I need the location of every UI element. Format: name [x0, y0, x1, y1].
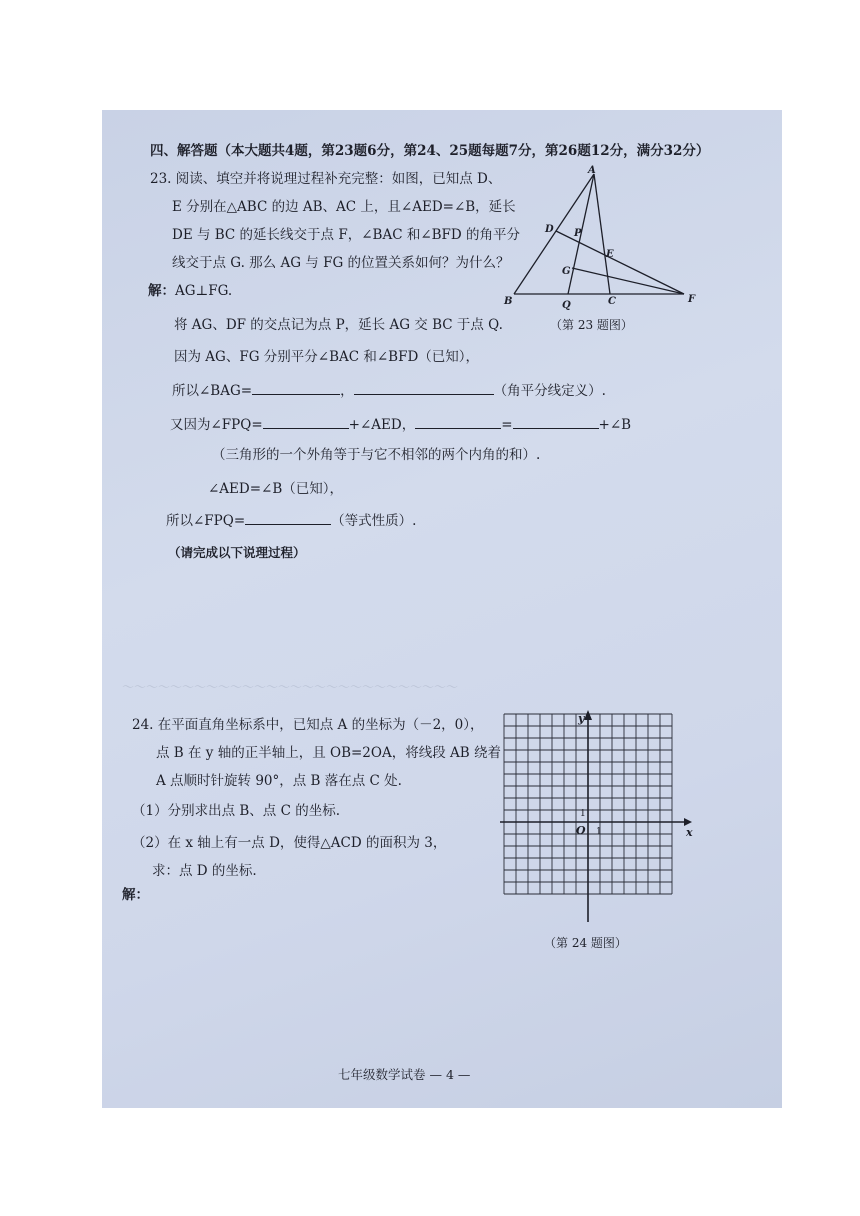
figure-23	[502, 162, 712, 332]
step7-reason: （等式性质）.	[331, 513, 417, 529]
y-axis-label: y	[578, 712, 585, 725]
q23-step-7	[166, 512, 416, 530]
q24-part-2b: 求：点 D 的坐标.	[152, 863, 257, 879]
answer-blank-6[interactable]	[245, 512, 331, 525]
solution-answer: AG⊥FG.	[175, 283, 233, 299]
show-through-text: ～～～～～～～～～～～～～～～～～～～～～～～～～～～～	[122, 680, 459, 694]
q23-line-3: DE 与 BC 的延长线交于点 F，∠BAC 和∠BFD 的角平分	[172, 227, 521, 243]
exam-page	[102, 110, 782, 1108]
y-axis-arrow	[584, 710, 592, 720]
step3-prefix: 所以∠BAG=	[172, 383, 253, 399]
q23-line-4: 线交于点 G. 那么 AG 与 FG 的位置关系如何？为什么？	[172, 255, 510, 271]
q23-step-4	[170, 416, 631, 434]
q23-step-2: 因为 AG、FG 分别平分∠BAC 和∠BFD（已知），	[174, 349, 480, 365]
q23-step-5: （三角形的一个外角等于与它不相邻的两个内角的和）.	[212, 447, 541, 463]
step4-suffix: +∠B	[598, 417, 632, 433]
q24-part-1: （1）分别求出点 B、点 C 的坐标.	[132, 803, 341, 819]
step3-comma: ，	[340, 383, 354, 399]
q23-note: （请完成以下说理过程）	[168, 545, 306, 560]
x-axis-label: x	[686, 826, 693, 839]
q24-solution-label: 解：	[122, 887, 149, 903]
label-Q: Q	[562, 300, 571, 311]
label-D: D	[545, 224, 554, 235]
solution-label: 解：	[148, 283, 175, 299]
q24-line-3: A 点顺时针旋转 90°，点 B 落在点 C 处.	[156, 773, 402, 789]
origin-label: O	[576, 824, 586, 837]
figure-23-caption: （第 23 题图）	[550, 318, 633, 332]
label-G: G	[562, 266, 571, 277]
q23-line-2: E 分别在△ABC 的边 AB、AC 上，且∠AED=∠B，延长	[172, 199, 516, 215]
step4-mid: +∠AED，	[348, 417, 416, 433]
figure-24-caption: （第 24 题图）	[544, 936, 627, 950]
answer-blank-1[interactable]	[252, 382, 340, 395]
x-axis-arrow	[684, 818, 692, 826]
label-B: B	[504, 296, 513, 307]
answer-blank-5[interactable]	[513, 416, 599, 429]
figure-24-grid	[492, 708, 702, 928]
label-P: P	[574, 228, 582, 239]
q24-line-1: 24. 在平面直角坐标系中，已知点 A 的坐标为（－2，0），	[132, 717, 484, 733]
q24-line-2: 点 B 在 y 轴的正半轴上，且 OB=2OA，将线段 AB 绕着	[156, 745, 501, 761]
answer-blank-2[interactable]	[354, 382, 494, 395]
section-header: 四、解答题（本大题共4题，第23题6分，第24、25题每题7分，第26题12分，满分32分）	[150, 143, 710, 159]
answer-blank-4[interactable]	[415, 416, 501, 429]
q23-solution	[148, 282, 232, 300]
label-C: C	[608, 296, 616, 307]
label-E: E	[606, 249, 614, 260]
step7-prefix: 所以∠FPQ=	[166, 513, 246, 529]
step4-equals: =	[501, 417, 513, 433]
x-unit-label: 1	[596, 827, 602, 837]
answer-blank-3[interactable]	[263, 416, 349, 429]
label-A: A	[588, 165, 596, 176]
label-F: F	[688, 294, 696, 305]
y-unit-label: 1	[580, 809, 586, 819]
q23-step-3	[172, 382, 606, 400]
step3-reason: （角平分线定义）.	[493, 383, 606, 399]
q23-step-6: ∠AED=∠B（已知），	[208, 481, 344, 497]
q23-line-1: 23. 阅读、填空并将说理过程补充完整：如图，已知点 D、	[150, 171, 502, 187]
q24-part-2: （2）在 x 轴上有一点 D，使得△ACD 的面积为 3，	[132, 835, 447, 851]
segment-GF	[572, 268, 684, 294]
q23-step-1: 将 AG、DF 的交点记为点 P，延长 AG 交 BC 于点 Q.	[174, 317, 503, 333]
page-footer: 七年级数学试卷 — 4 —	[338, 1067, 471, 1082]
step4-prefix: 又因为∠FPQ=	[170, 417, 263, 433]
segment-AB	[514, 174, 594, 294]
